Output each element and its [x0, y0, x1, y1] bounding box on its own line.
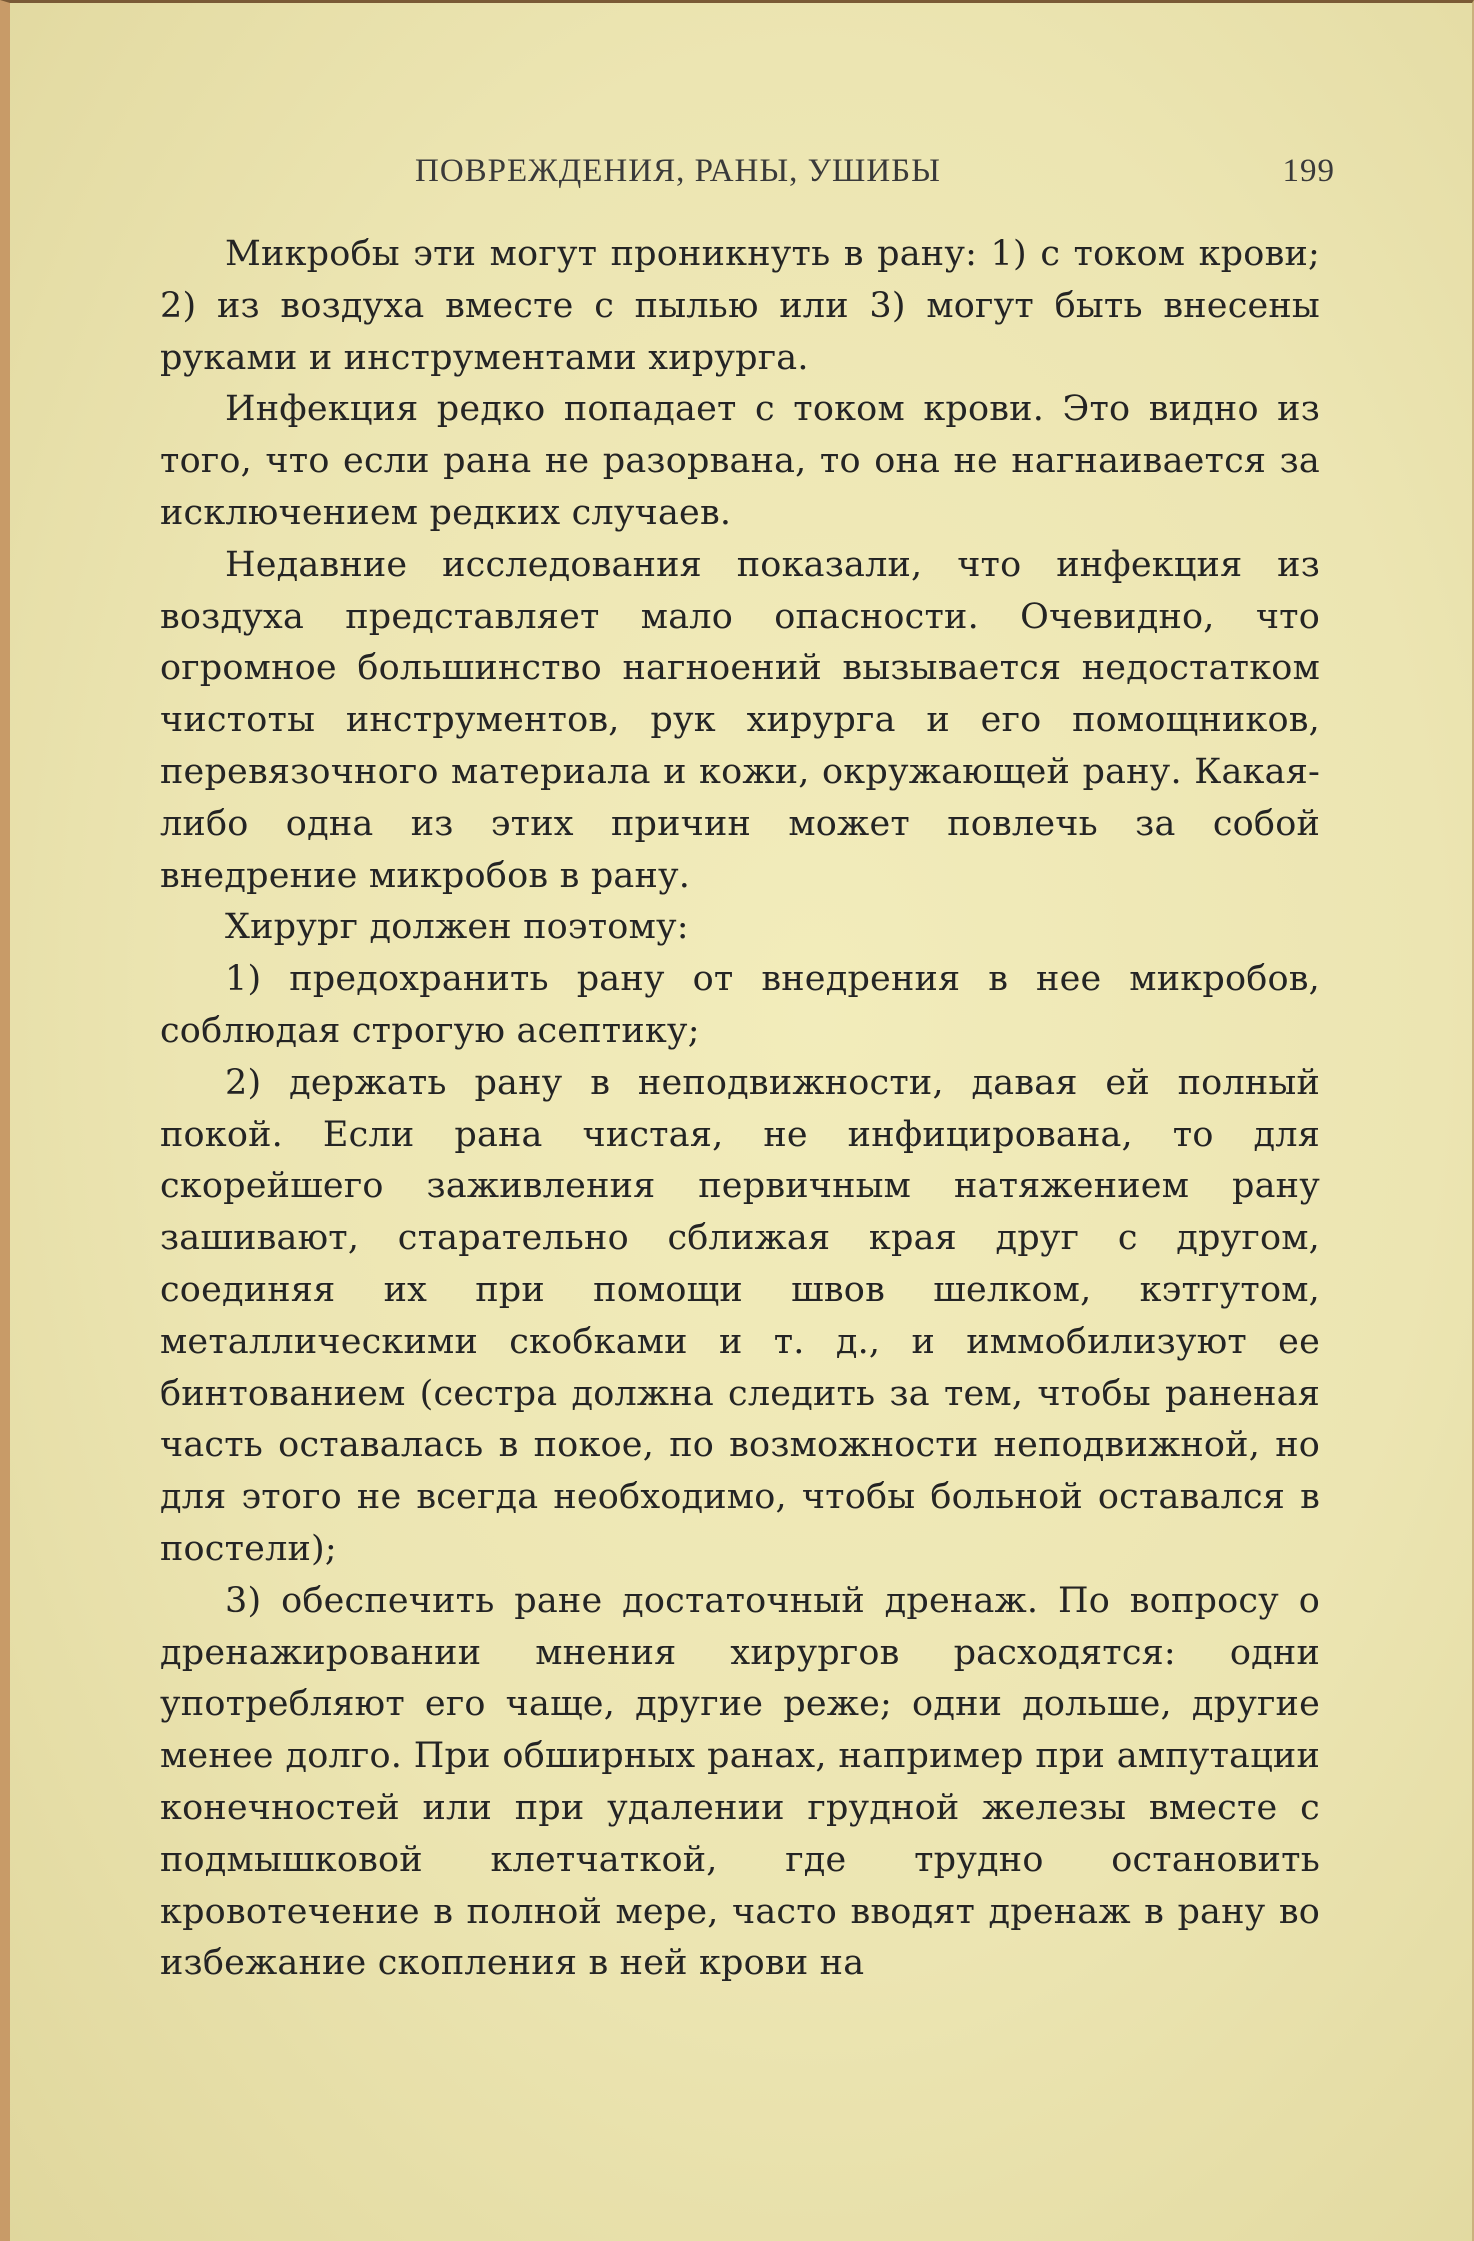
paragraph: Микробы эти могут проникнуть в рану: 1) с током крови; 2) из воздуха вместе с пылью или 3) могут быть внесены руками и инструментами хирурга. [160, 234, 1320, 378]
paragraph: Недавние исследования показали, что инфекция из воздуха представляет мало опасности. Очевидно, что огромное большинство нагноений вызывается недостатком чистоты инструментов, рук хирурга и его помощников, перевязочного материала и кожи, окружающей рану. Какая-либо одна из этих причин может повлечь за собой внедрение микробов в рану. [160, 544, 1320, 896]
running-title: ПОВРЕЖДЕНИЯ, РАНЫ, УШИБЫ [415, 153, 941, 189]
list-item-paragraph: 1) предохранить рану от внедрения в нее микробов, соблюдая строгую асептику; [160, 959, 1320, 1051]
list-item-paragraph: 3) обеспечить ране достаточный дренаж. По вопросу о дренажировании мнения хирургов расходятся: одни употребляют его чаще, другие реже; одни дольше, другие менее долго. При обширных ранах, например при ампутации конечностей или при удалении грудной железы вместе с подмышковой клетчаткой, где трудно остановить кровотечение в полной мере, часто вводят дренаж в рану во избежание скопления в ней крови на [160, 1580, 1320, 1984]
running-head [160, 145, 1335, 201]
paragraph: Хирург должен поэтому: [225, 907, 689, 948]
page-number: 199 [1282, 153, 1335, 189]
paragraph: Инфекция редко попадает с током крови. Это видно из того, что если рана не разорвана, то она не нагнаивается за исключением редких случаев. [160, 389, 1320, 533]
list-item-paragraph: 2) держать рану в неподвижности, давая ей полный покой. Если рана чистая, не инфицирована, то для скорейшего заживления первичным натяжением рану зашивают, старательно сближая края друг с другом, соединяя их при помощи швов шелком, кэтгутом, металлическими скобками и т. д., и иммобилизуют ее бинтованием (сестра должна следить за тем, чтобы раненая часть оставалась в покое, по возможности неподвижной, но для этого не всегда необходимо, чтобы больной оставался в постели); [160, 1062, 1320, 1569]
body-text [160, 229, 1320, 1990]
